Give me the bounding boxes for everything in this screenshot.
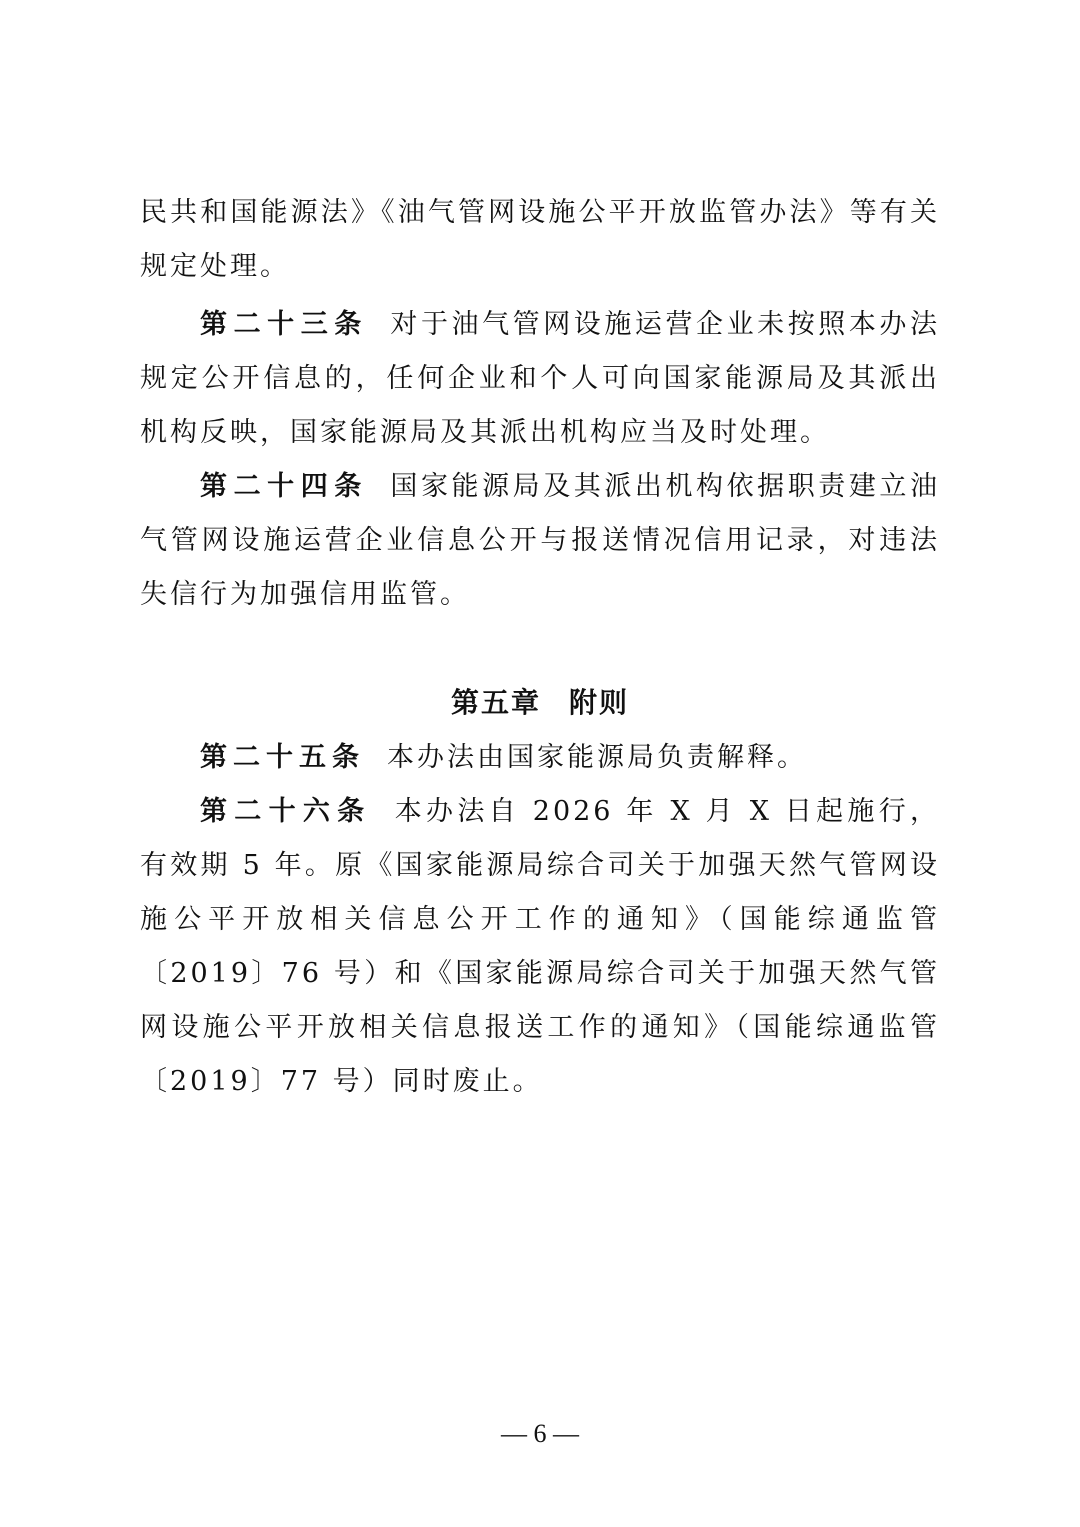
article-23	[140, 298, 940, 460]
article-number: 第二十五条	[200, 742, 365, 773]
article-26	[140, 785, 940, 1109]
article-number: 第二十六条	[200, 796, 372, 827]
continuation-paragraph: 民共和国能源法》《油气管网设施公平开放监管办法》等有关规定处理。	[140, 197, 940, 282]
article-text: 本办法由国家能源局负责解释。	[387, 742, 807, 773]
article-text: 国家能源局及其派出机构依据职责建立油气管网设施运营企业信息公开与报送情况信用记录，对违法失信行为加强信用监管。	[140, 471, 941, 610]
chapter-title: 第五章	[450, 686, 541, 719]
chapter-subtitle: 附则	[569, 686, 630, 719]
article-text: 本办法自 2026 年 X 月 X 日起施行，有效期 5 年。原《国家能源局综合司关于加强天然气管网设施公平开放相关信息公开工作的通知》（国能综通监管〔2019〕76 号）和《国家能源局综合司关于加强天然气管网设施公平开放相关信息报送工作的通知》（国能综通监管〔2019〕77 号）同时废止。	[140, 796, 941, 1097]
article-number: 第二十三条	[200, 309, 368, 340]
article-text: 对于油气管网设施运营企业未按照本办法规定公开信息的，任何企业和个人可向国家能源局及其派出机构反映，国家能源局及其派出机构应当及时处理。	[140, 309, 941, 448]
article-25	[140, 731, 940, 785]
page-number: — 6 —	[501, 1419, 579, 1448]
chapter-heading	[140, 676, 940, 730]
article-number: 第二十四条	[200, 471, 368, 502]
article-24	[140, 460, 940, 622]
